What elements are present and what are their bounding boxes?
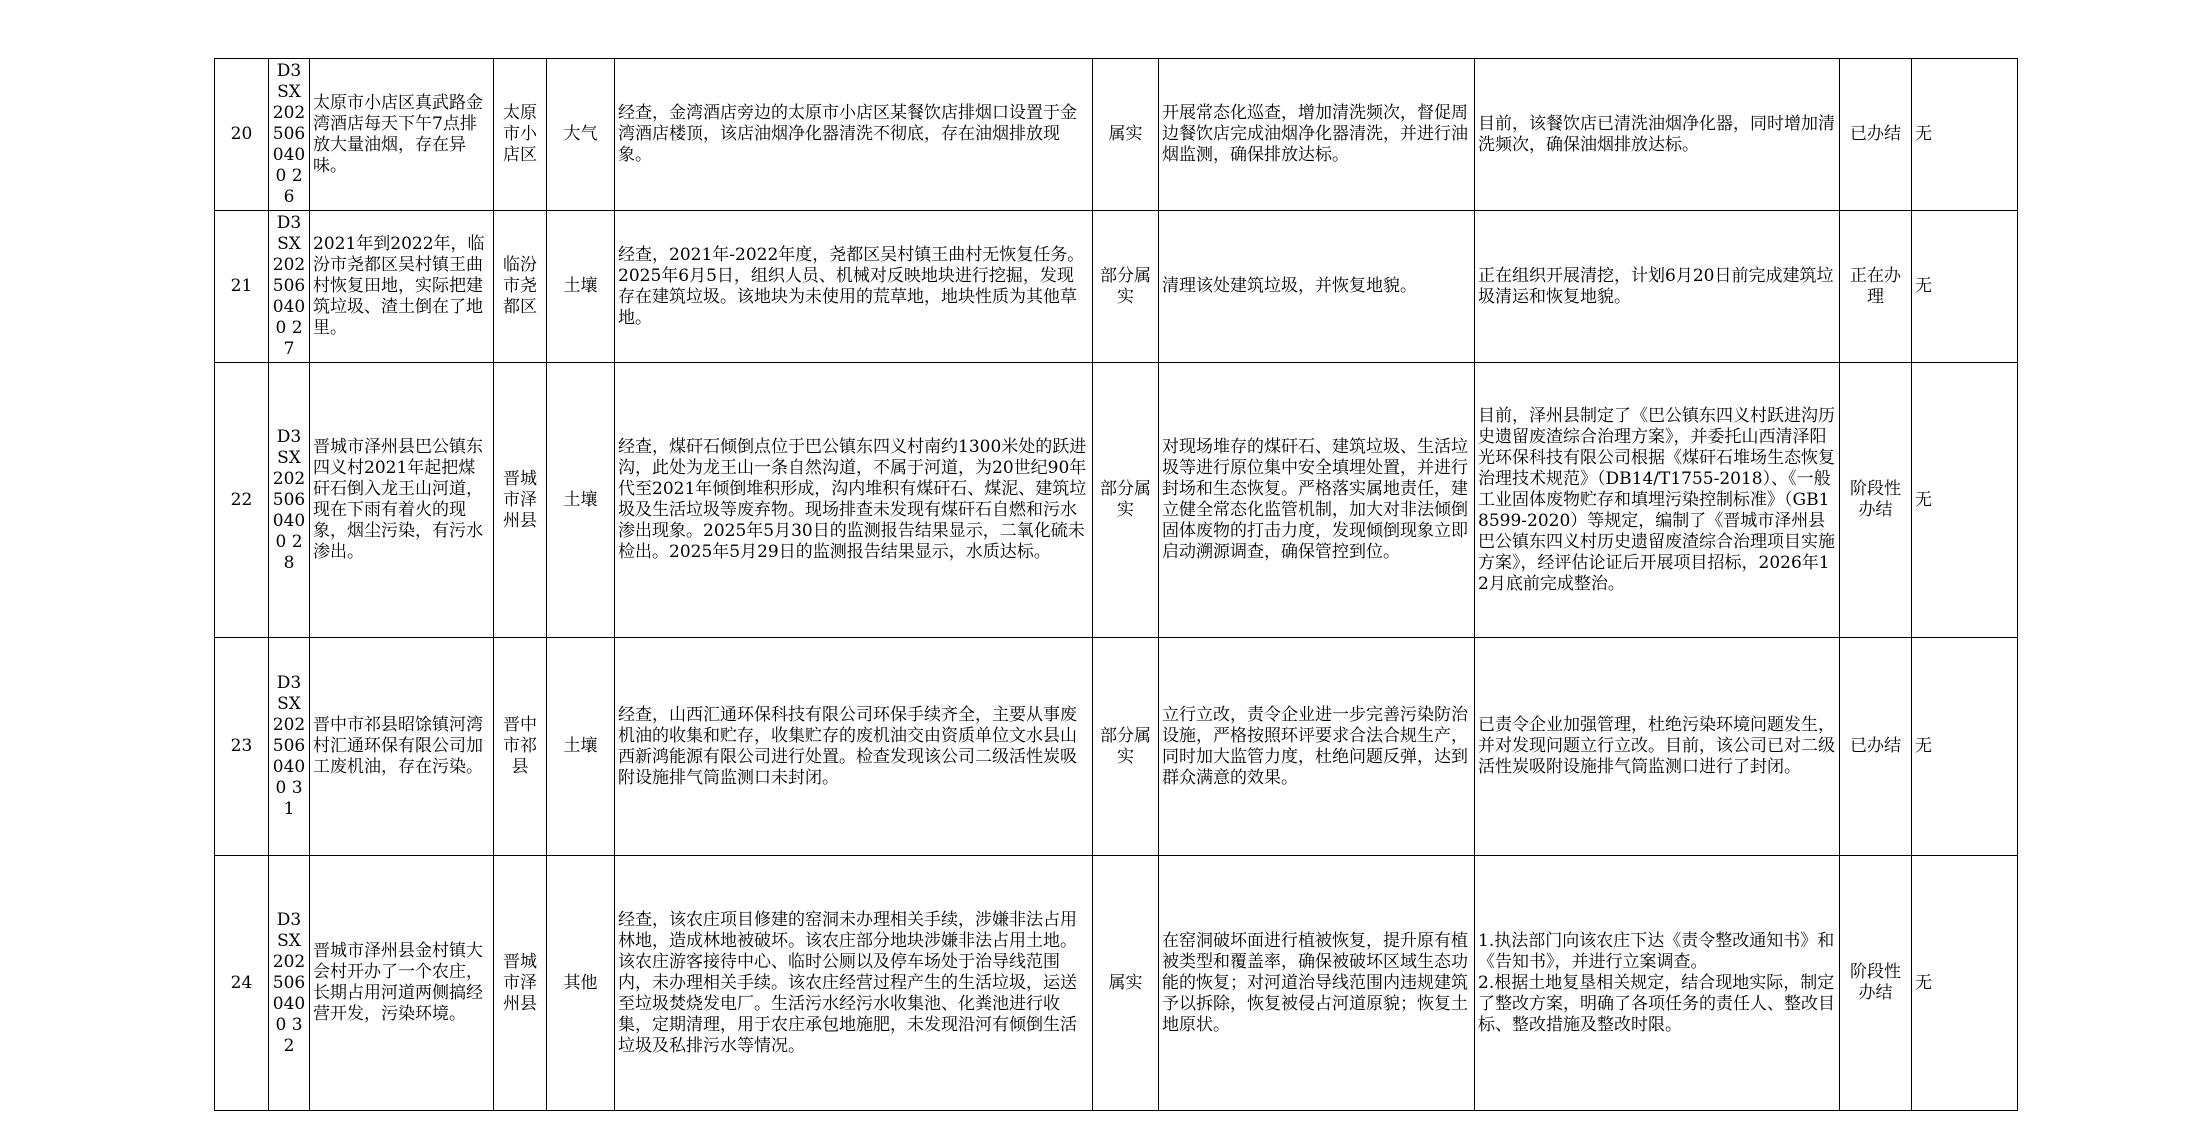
row-number: 23 xyxy=(215,638,269,856)
investigation-text: 经查，金湾酒店旁边的太原市小店区某餐饮店排烟口设置于金湾酒店楼顶，该店油烟净化器清洗不彻底，存在油烟排放现象。 xyxy=(615,59,1093,211)
issue-description: 晋中市祁县昭馀镇河湾村汇通环保有限公司加工废机油，存在污染。 xyxy=(310,638,494,856)
district: 晋中市祁县 xyxy=(494,638,547,856)
table-row xyxy=(215,363,2018,638)
progress-text: 1.执法部门向该农庄下达《责令整改通知书》和《告知书》，并进行立案调查。 2.根据土地复垦相关规定，结合现地实际，制定了整改方案，明确了各项任务的责任人、整改目标、整改措施及整改时限。 xyxy=(1475,856,1840,1111)
progress-text: 目前，该餐饮店已清洗油烟净化器，同时增加清洗频次，确保油烟排放达标。 xyxy=(1475,59,1840,211)
investigation-text: 经查，2021年-2022年度，尧都区吴村镇王曲村无恢复任务。2025年6月5日，组织人员、机械对反映地块进行挖掘，发现存在建筑垃圾。该地块为未使用的荒草地，地块性质为其他草地。 xyxy=(615,211,1093,363)
verdict: 部分属实 xyxy=(1093,363,1159,638)
issue-description: 晋城市泽州县金村镇大会村开办了一个农庄，长期占用河道两侧搞经营开发，污染环境。 xyxy=(310,856,494,1111)
measures-text: 在窑洞破坏面进行植被恢复，提升原有植被类型和覆盖率，确保被破坏区域生态功能的恢复；对河道治导线范围内违规建筑予以拆除，恢复被侵占河道原貌；恢复土地原状。 xyxy=(1159,856,1475,1111)
status: 已办结 xyxy=(1840,638,1912,856)
district: 晋城市泽州县 xyxy=(494,856,547,1111)
investigation-text: 经查，山西汇通环保科技有限公司环保手续齐全，主要从事废机油的收集和贮存，收集贮存的废机油交由资质单位文水县山西新鸿能源有限公司进行处置。检查发现该公司二级活性炭吸附设施排气筒监测口未封闭。 xyxy=(615,638,1093,856)
verdict: 属实 xyxy=(1093,856,1159,1111)
case-code: D3SX2025060400 31 xyxy=(269,638,310,856)
table-row xyxy=(215,638,2018,856)
row-number: 20 xyxy=(215,59,269,211)
table-row xyxy=(215,856,2018,1111)
remark: 无 xyxy=(1912,638,2018,856)
issue-description: 2021年到2022年，临汾市尧都区吴村镇王曲村恢复田地，实际把建筑垃圾、渣土倒在了地里。 xyxy=(310,211,494,363)
status: 阶段性办结 xyxy=(1840,363,1912,638)
table-row xyxy=(215,59,2018,211)
pollution-category: 其他 xyxy=(547,856,615,1111)
table-row xyxy=(215,211,2018,363)
measures-text: 对现场堆存的煤矸石、建筑垃圾、生活垃圾等进行原位集中安全填埋处置，并进行封场和生态恢复。严格落实属地责任，建立健全常态化监管机制，加大对非法倾倒固体废物的打击力度，发现倾倒现象立即启动溯源调查，确保管控到位。 xyxy=(1159,363,1475,638)
progress-text: 已责令企业加强管理，杜绝污染环境问题发生，并对发现问题立行立改。目前，该公司已对二级活性炭吸附设施排气筒监测口进行了封闭。 xyxy=(1475,638,1840,856)
pollution-category: 土壤 xyxy=(547,638,615,856)
remark: 无 xyxy=(1912,211,2018,363)
report-table xyxy=(214,58,2018,1111)
status: 阶段性办结 xyxy=(1840,856,1912,1111)
measures-text: 立行立改，责令企业进一步完善污染防治设施，严格按照环评要求合法合规生产，同时加大监管力度，杜绝问题反弹，达到群众满意的效果。 xyxy=(1159,638,1475,856)
issue-description: 晋城市泽州县巴公镇东四义村2021年起把煤矸石倒入龙王山河道，现在下雨有着火的现象，烟尘污染，有污水渗出。 xyxy=(310,363,494,638)
pollution-category: 土壤 xyxy=(547,363,615,638)
row-number: 22 xyxy=(215,363,269,638)
verdict: 部分属实 xyxy=(1093,638,1159,856)
progress-text: 目前，泽州县制定了《巴公镇东四义村跃进沟历史遗留废渣综合治理方案》，并委托山西清泽阳光环保科技有限公司根据《煤矸石堆场生态恢复治理技术规范》（DB14/T1755-2018）、《一般工业固体废物贮存和填埋污染控制标准》（GB18599-2020）等规定，编制了《晋城市泽州县巴公镇东四义村历史遗留废渣综合治理项目实施方案》，经评估论证后开展项目招标，2026年12月底前完成整治。 xyxy=(1475,363,1840,638)
case-code: D3SX2025060400 27 xyxy=(269,211,310,363)
remark: 无 xyxy=(1912,363,2018,638)
district: 临汾市尧都区 xyxy=(494,211,547,363)
investigation-text: 经查，煤矸石倾倒点位于巴公镇东四义村南约1300米处的跃进沟，此处为龙王山一条自然沟道，不属于河道，为20世纪90年代至2021年倾倒堆积形成，沟内堆积有煤矸石、煤泥、建筑垃圾及生活垃圾等废弃物。现场排查未发现有煤矸石自燃和污水渗出现象。2025年5月30日的监测报告结果显示，二氧化硫未检出。2025年5月29日的监测报告结果显示，水质达标。 xyxy=(615,363,1093,638)
pollution-category: 土壤 xyxy=(547,211,615,363)
investigation-text: 经查，该农庄项目修建的窑洞未办理相关手续，涉嫌非法占用林地，造成林地被破坏。该农庄部分地块涉嫌非法占用土地。该农庄游客接待中心、临时公厕以及停车场处于治导线范围内，未办理相关手续。该农庄经营过程产生的生活垃圾，运送至垃圾焚烧发电厂。生活污水经污水收集池、化粪池进行收集，定期清理，用于农庄承包地施肥，未发现沿河有倾倒生活垃圾及私排污水等情况。 xyxy=(615,856,1093,1111)
measures-text: 开展常态化巡查，增加清洗频次，督促周边餐饮店完成油烟净化器清洗，并进行油烟监测，确保排放达标。 xyxy=(1159,59,1475,211)
progress-text: 正在组织开展清挖，计划6月20日前完成建筑垃圾清运和恢复地貌。 xyxy=(1475,211,1840,363)
remark: 无 xyxy=(1912,856,2018,1111)
status: 已办结 xyxy=(1840,59,1912,211)
verdict: 部分属实 xyxy=(1093,211,1159,363)
row-number: 24 xyxy=(215,856,269,1111)
remark: 无 xyxy=(1912,59,2018,211)
issue-description: 太原市小店区真武路金湾酒店每天下午7点排放大量油烟，存在异味。 xyxy=(310,59,494,211)
district: 太原市小店区 xyxy=(494,59,547,211)
case-code: D3SX2025060400 32 xyxy=(269,856,310,1111)
verdict: 属实 xyxy=(1093,59,1159,211)
district: 晋城市泽州县 xyxy=(494,363,547,638)
case-code: D3SX2025060400 26 xyxy=(269,59,310,211)
row-number: 21 xyxy=(215,211,269,363)
measures-text: 清理该处建筑垃圾，并恢复地貌。 xyxy=(1159,211,1475,363)
case-code: D3SX2025060400 28 xyxy=(269,363,310,638)
pollution-category: 大气 xyxy=(547,59,615,211)
status: 正在办理 xyxy=(1840,211,1912,363)
